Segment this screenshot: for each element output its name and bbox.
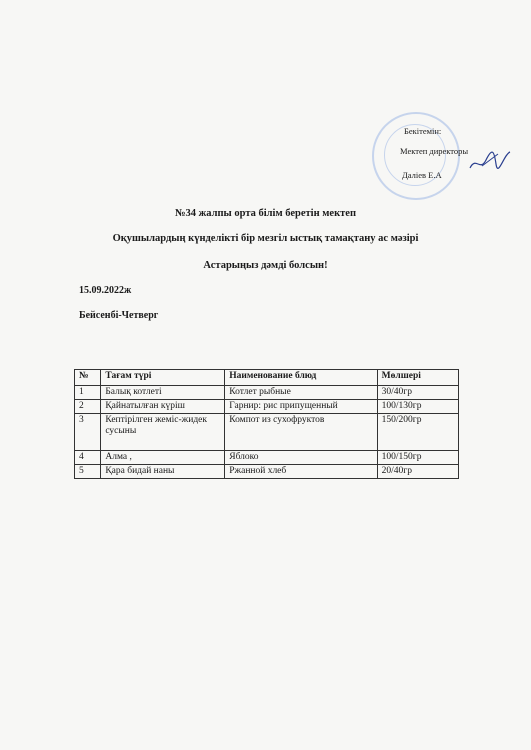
dish-ru: Яблоко — [225, 451, 377, 465]
table-row — [75, 451, 459, 465]
approval-position: Мектеп директоры — [400, 146, 469, 156]
dish-kz: Кептірілген жеміс-жидек сусыны — [101, 414, 225, 451]
table-row — [75, 400, 459, 414]
dish-kz: Қайнатылған күріш — [101, 400, 225, 414]
table-row — [75, 414, 459, 451]
approval-block — [372, 112, 512, 202]
portion: 30/40гр — [377, 386, 458, 400]
menu-weekday: Бейсенбі-Четверг — [79, 310, 159, 321]
dish-ru: Котлет рыбные — [225, 386, 377, 400]
portion: 100/130гр — [377, 400, 458, 414]
dish-ru: Компот из сухофруктов — [225, 414, 377, 451]
col-number-header: № — [75, 370, 101, 386]
table-row — [75, 386, 459, 400]
row-number: 5 — [75, 465, 101, 479]
portion: 20/40гр — [377, 465, 458, 479]
table-row — [75, 465, 459, 479]
portion: 100/150гр — [377, 451, 458, 465]
bon-appetit-line: Астарыңыз дәмді болсын! — [203, 260, 328, 271]
approval-title: Бекітемін: — [404, 126, 442, 136]
approval-name: Даліев Е.А — [402, 170, 442, 180]
menu-date: 15.09.2022ж — [79, 285, 132, 296]
portion: 150/200гр — [377, 414, 458, 451]
dish-ru: Ржанной хлеб — [225, 465, 377, 479]
signature-icon — [468, 146, 512, 176]
dish-kz: Алма , — [101, 451, 225, 465]
row-number: 4 — [75, 451, 101, 465]
menu-title: Оқушылардың күнделікті бір мезгіл ыстық тамақтану ас мәзірі — [112, 233, 419, 244]
dish-ru: Гарнир: рис припущенный — [225, 400, 377, 414]
col-portion-header: Мөлшері — [377, 370, 458, 386]
table-header-row — [75, 370, 459, 386]
dish-kz: Балық котлеті — [101, 386, 225, 400]
col-dish-ru-header: Наименование блюд — [225, 370, 377, 386]
dish-kz: Қара бидай наны — [101, 465, 225, 479]
col-dish-kz-header: Тағам түрі — [101, 370, 225, 386]
row-number: 1 — [75, 386, 101, 400]
row-number: 2 — [75, 400, 101, 414]
row-number: 3 — [75, 414, 101, 451]
school-name: №34 жалпы орта білім беретін мектеп — [174, 208, 356, 219]
menu-table — [74, 369, 459, 479]
